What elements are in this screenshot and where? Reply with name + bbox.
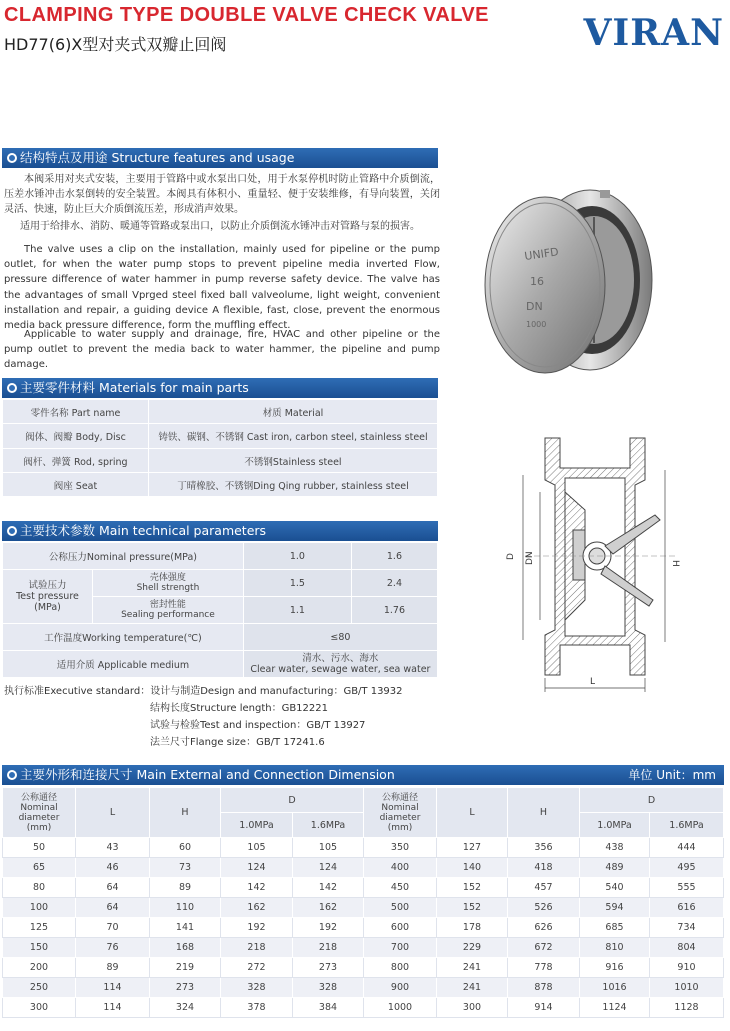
tech-value: 1.0: [243, 543, 351, 570]
mat-cell: 阀杆、弹簧 Rod, spring: [3, 449, 149, 473]
table-cell: 229: [437, 938, 508, 958]
table-cell: 76: [76, 938, 150, 958]
table-cell: 241: [437, 978, 508, 998]
mat-cell: 材质 Material: [149, 400, 438, 424]
table-cell: 328: [221, 978, 293, 998]
valve-drawing: [485, 420, 700, 695]
bullet-icon: [7, 770, 17, 780]
tech-label: 公称压力Nominal pressure(MPa): [3, 543, 244, 570]
table-cell: 457: [508, 878, 580, 898]
table-cell: 218: [293, 938, 364, 958]
table-cell: 60: [150, 838, 221, 858]
section-title: 主要技术参数 Main technical parameters: [20, 523, 267, 538]
table-cell: 1010: [650, 978, 724, 998]
dim-header: 公称通径 Nominal diameter (mm): [3, 788, 76, 838]
table-cell: 700: [364, 938, 437, 958]
table-cell: 1000: [364, 998, 437, 1018]
section-title: 结构特点及用途 Structure features and usage: [20, 150, 295, 165]
table-row: [3, 998, 724, 1018]
photo-mark-1: UNIFD: [523, 245, 560, 263]
table-cell: 300: [3, 998, 76, 1018]
table-cell: 1128: [650, 998, 724, 1018]
table-cell: 273: [150, 978, 221, 998]
table-cell: 384: [293, 998, 364, 1018]
table-cell: 800: [364, 958, 437, 978]
table-cell: 540: [580, 878, 650, 898]
table-cell: 73: [150, 858, 221, 878]
photo-mark-2: 16: [530, 275, 544, 288]
table-cell: 89: [150, 878, 221, 898]
table-cell: 350: [364, 838, 437, 858]
table-cell: 105: [293, 838, 364, 858]
section-bar-dimensions: [2, 765, 724, 785]
unit-label: 单位 Unit：mm: [628, 768, 716, 782]
standard-line-2: 结构长度Structure length：GB12221: [150, 703, 328, 714]
table-cell: 168: [150, 938, 221, 958]
table-cell: 89: [76, 958, 150, 978]
valve-photo: [470, 185, 660, 385]
standard-line-4: 法兰尺寸Flange size：GB/T 17241.6: [150, 737, 325, 748]
table-cell: 142: [293, 878, 364, 898]
mat-cell: 阀体、阀瓣 Body, Disc: [3, 424, 149, 449]
tech-label: 壳体强度 Shell strength: [93, 570, 244, 597]
table-cell: 142: [221, 878, 293, 898]
tech-value: 1.76: [351, 597, 437, 624]
mat-cell: 丁晴橡胶、不锈钢Ding Qing rubber, stainless steel: [149, 473, 438, 497]
table-cell: 734: [650, 918, 724, 938]
dim-header: L: [437, 788, 508, 838]
photo-mark-3: DN: [526, 300, 543, 313]
table-cell: 64: [76, 898, 150, 918]
table-cell: 162: [293, 898, 364, 918]
table-cell: 328: [293, 978, 364, 998]
table-cell: 450: [364, 878, 437, 898]
bullet-icon: [7, 526, 17, 536]
table-cell: 300: [437, 998, 508, 1018]
table-cell: 594: [580, 898, 650, 918]
table-cell: 685: [580, 918, 650, 938]
table-cell: 324: [150, 998, 221, 1018]
table-cell: 444: [650, 838, 724, 858]
table-cell: 152: [437, 878, 508, 898]
table-cell: 114: [76, 998, 150, 1018]
dim-label-d: D: [506, 553, 516, 560]
table-row: [3, 938, 724, 958]
table-cell: 110: [150, 898, 221, 918]
table-cell: 100: [3, 898, 76, 918]
table-cell: 1016: [580, 978, 650, 998]
title-english: CLAMPING TYPE DOUBLE VALVE CHECK VALVE: [4, 4, 489, 26]
table-cell: 46: [76, 858, 150, 878]
table-cell: 192: [221, 918, 293, 938]
table-row: [3, 858, 724, 878]
title-chinese: HD77(6)X型对夹式双瓣止回阀: [4, 35, 227, 54]
table-cell: 600: [364, 918, 437, 938]
brand-logo: VIRAN: [583, 12, 724, 54]
table-cell: 438: [580, 838, 650, 858]
section-bar-materials: [2, 378, 438, 398]
table-cell: 65: [3, 858, 76, 878]
table-cell: 162: [221, 898, 293, 918]
table-cell: 250: [3, 978, 76, 998]
table-cell: 878: [508, 978, 580, 998]
table-cell: 489: [580, 858, 650, 878]
table-cell: 810: [580, 938, 650, 958]
table-cell: 1124: [580, 998, 650, 1018]
table-cell: 273: [293, 958, 364, 978]
dim-label-h: H: [670, 560, 680, 567]
tech-value: 1.6: [351, 543, 437, 570]
dim-header: 1.6MPa: [650, 813, 724, 838]
dim-header: D: [580, 788, 724, 813]
section-title: 主要零件材料 Materials for main parts: [20, 380, 249, 395]
tech-value: 2.4: [351, 570, 437, 597]
table-cell: 418: [508, 858, 580, 878]
mat-cell: 铸铁、碳钢、不锈钢 Cast iron, carbon steel, stainless steel: [149, 424, 438, 449]
mat-cell: 不锈钢Stainless steel: [149, 449, 438, 473]
table-cell: 616: [650, 898, 724, 918]
table-cell: 178: [437, 918, 508, 938]
mat-cell: 阀座 Seat: [3, 473, 149, 497]
table-row: [3, 898, 724, 918]
dim-label-l: L: [590, 677, 596, 687]
paragraph-cn-2: 适用于给排水、消防、暖通等管路或泵出口，以防止介质倒流水锤冲击对管路与泵的损害。: [20, 221, 420, 232]
medium-cn: 清水、污水、海水: [302, 653, 379, 664]
standard-line-3: 试验与检验Test and inspection：GB/T 13927: [150, 720, 366, 731]
section-title: 主要外形和连接尺寸 Main External and Connection Dimension: [20, 767, 395, 782]
standard-line-1: 执行标准Executive standard：设计与制造Design and manufacturing：GB/T 13932: [4, 686, 403, 697]
table-cell: 626: [508, 918, 580, 938]
table-cell: 526: [508, 898, 580, 918]
table-row: [3, 978, 724, 998]
table-cell: 80: [3, 878, 76, 898]
table-cell: 500: [364, 898, 437, 918]
dim-header: H: [508, 788, 580, 838]
table-cell: 272: [221, 958, 293, 978]
table-cell: 127: [437, 838, 508, 858]
dim-header: 公称通径 Nominal diameter (mm): [364, 788, 437, 838]
table-row: [3, 878, 724, 898]
table-cell: 152: [437, 898, 508, 918]
paragraph-en-2: Applicable to water supply and drainage, fire, HVAC and other pipeline or the pump outlet to prevent the media back to water hammer, the pipeline and pump damage.: [4, 329, 440, 371]
dim-header: D: [221, 788, 364, 813]
section-bar-technical: [2, 521, 438, 541]
technical-table: [2, 542, 438, 678]
table-cell: 200: [3, 958, 76, 978]
table-row: [3, 838, 724, 858]
tech-label: 适用介质 Applicable medium: [3, 651, 244, 678]
table-cell: 914: [508, 998, 580, 1018]
tech-label: 密封性能 Sealing performance: [93, 597, 244, 624]
table-cell: 150: [3, 938, 76, 958]
table-cell: 672: [508, 938, 580, 958]
table-cell: 495: [650, 858, 724, 878]
table-cell: 105: [221, 838, 293, 858]
table-cell: 70: [76, 918, 150, 938]
dim-header: 1.6MPa: [293, 813, 364, 838]
table-cell: 555: [650, 878, 724, 898]
table-cell: 50: [3, 838, 76, 858]
photo-mark-4: 1000: [526, 320, 547, 329]
tech-label: 工作温度Working temperature(℃): [3, 624, 244, 651]
mat-cell: 零件名称 Part name: [3, 400, 149, 424]
table-cell: 378: [221, 998, 293, 1018]
table-cell: 778: [508, 958, 580, 978]
table-row: [3, 918, 724, 938]
table-cell: 192: [293, 918, 364, 938]
table-cell: 114: [76, 978, 150, 998]
table-cell: 64: [76, 878, 150, 898]
tech-value: 1.1: [243, 597, 351, 624]
dim-header: H: [150, 788, 221, 838]
table-cell: 124: [293, 858, 364, 878]
table-cell: 43: [76, 838, 150, 858]
dim-header: 1.0MPa: [580, 813, 650, 838]
medium-en: Clear water, sewage water, sea water: [250, 664, 431, 675]
table-cell: 400: [364, 858, 437, 878]
table-cell: 916: [580, 958, 650, 978]
dim-header: 1.0MPa: [221, 813, 293, 838]
dim-label-dn: DN: [525, 551, 535, 565]
table-cell: 140: [437, 858, 508, 878]
table-cell: 125: [3, 918, 76, 938]
table-cell: 124: [221, 858, 293, 878]
section-bar-structure: [2, 148, 438, 168]
bullet-icon: [7, 383, 17, 393]
table-cell: 141: [150, 918, 221, 938]
tech-value: ≤80: [243, 624, 437, 651]
table-cell: 900: [364, 978, 437, 998]
tech-value: [243, 651, 437, 678]
tech-value: 1.5: [243, 570, 351, 597]
paragraph-en-1: The valve uses a clip on the installation, mainly used for pipeline or the pump outlet, for when the water pump stops to prevent pipeline media inverted Flow, pressure difference of water hammer in pump reverse safety device. The valve has the advantages of small Vprged steel fixed ball valveolume, light weight, convenient installation and repair, a guiding device A flexible, fast, close, prevent the enormous media back pressure difference, form the muffling effect.: [4, 244, 440, 332]
table-row: [3, 958, 724, 978]
table-cell: 804: [650, 938, 724, 958]
table-cell: 356: [508, 838, 580, 858]
tech-label: 试验压力 Test pressure (MPa): [3, 570, 93, 624]
paragraph-cn-1: 本阀采用对夹式安装，主要用于管路中或水泵出口处，用于水泵停机时防止管路中介质倒流，压差水锤冲击水泵倒转的安全装置。本阀具有体积小、重量轻、便于安装维修，有导向装置，关闭灵活、快速，防止巨大介质倒流压差，形成消声效果。: [4, 174, 440, 216]
materials-table: [2, 399, 438, 497]
table-cell: 241: [437, 958, 508, 978]
bullet-icon: [7, 153, 17, 163]
dim-header: L: [76, 788, 150, 838]
dimension-table: [2, 787, 724, 1018]
table-cell: 219: [150, 958, 221, 978]
table-cell: 218: [221, 938, 293, 958]
table-cell: 910: [650, 958, 724, 978]
